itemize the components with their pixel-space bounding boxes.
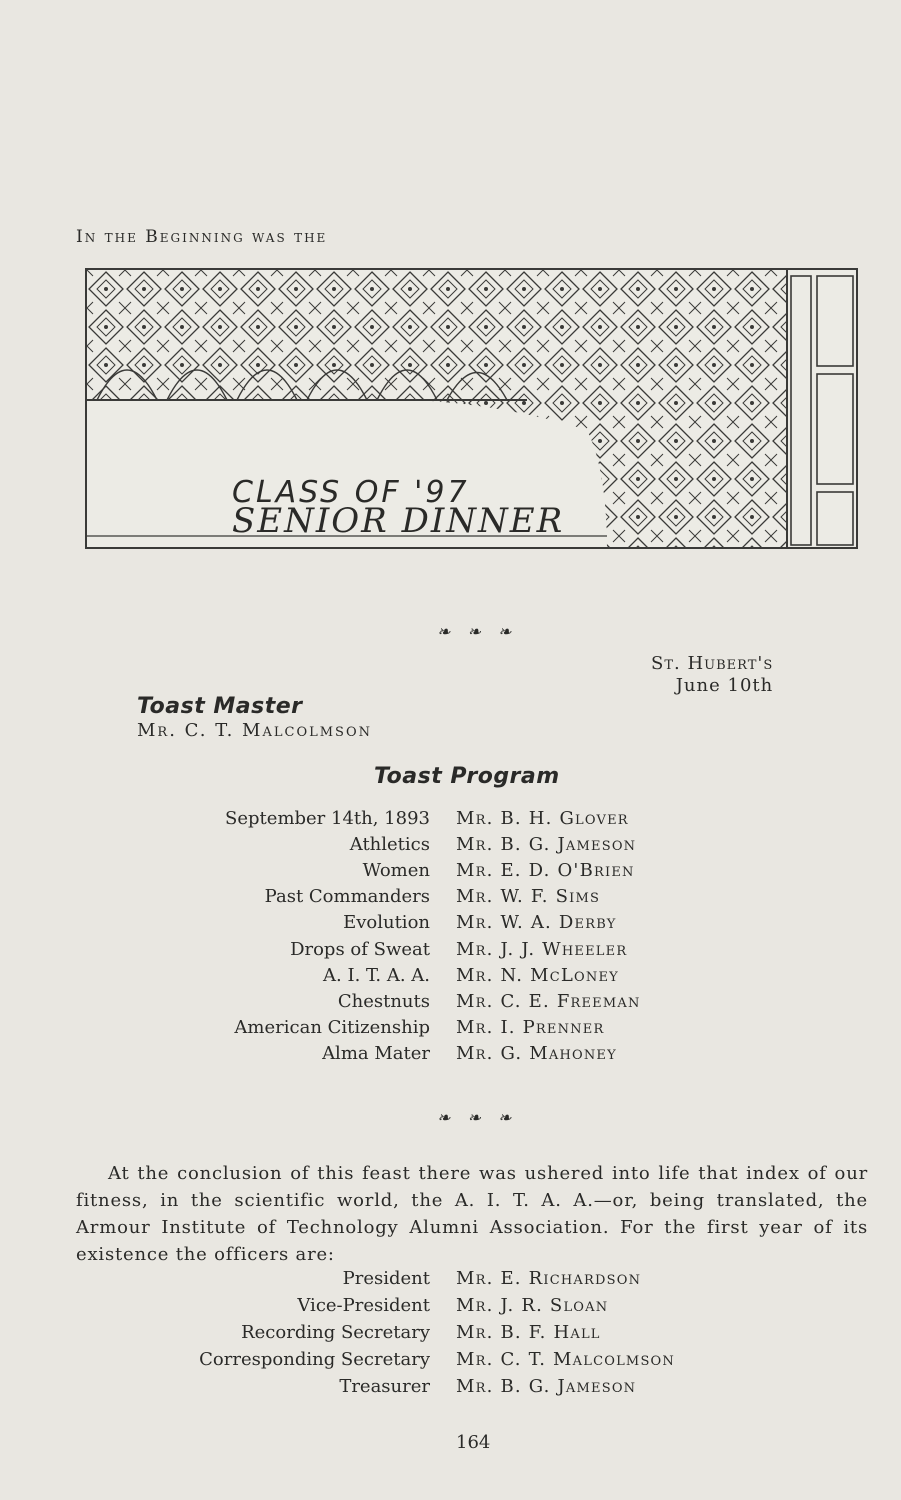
toast-title: Chestnuts	[337, 991, 430, 1012]
list-item	[0, 912, 901, 938]
toast-speaker: Mr. N. McLoney	[456, 965, 619, 986]
toast-speaker: Mr. I. Prenner	[456, 1017, 605, 1038]
toast-title: Drops of Sweat	[290, 939, 430, 960]
toast-speaker: Mr. W. F. Sims	[456, 886, 601, 907]
toast-master-name: Mr. C. T. Malcolmson	[137, 720, 372, 741]
officer-title: Treasurer	[339, 1376, 430, 1397]
toast-speaker: Mr. G. Mahoney	[456, 1043, 617, 1064]
venue-date: June 10th	[675, 675, 774, 696]
officer-name: Mr. B. G. Jameson	[456, 1376, 637, 1397]
list-item	[0, 860, 901, 886]
officer-title: Corresponding Secretary	[199, 1349, 430, 1370]
list-item	[0, 1295, 901, 1321]
officer-title: President	[342, 1268, 430, 1289]
banner-artwork	[87, 270, 858, 549]
venue-name: St. Hubert's	[651, 653, 774, 674]
toast-speaker: Mr. J. J. Wheeler	[456, 939, 628, 960]
toast-title: A. I. T. A. A.	[323, 965, 430, 986]
list-item	[0, 991, 901, 1017]
list-item	[0, 965, 901, 991]
officer-name: Mr. C. T. Malcolmson	[456, 1349, 675, 1370]
list-item	[0, 1322, 901, 1348]
ornament-divider-top: ❧ ❧ ❧	[437, 622, 518, 641]
list-item	[0, 1043, 901, 1069]
officer-name: Mr. E. Richardson	[456, 1268, 642, 1289]
toast-title: Women	[362, 860, 430, 881]
toast-speaker: Mr. C. E. Freeman	[456, 991, 641, 1012]
banner-title-line1: CLASS OF '97	[232, 475, 470, 510]
list-item	[0, 886, 901, 912]
list-item	[0, 1017, 901, 1043]
toast-title: September 14th, 1893	[225, 808, 430, 829]
toast-speaker: Mr. W. A. Derby	[456, 912, 617, 933]
toast-speaker: Mr. B. G. Jameson	[456, 834, 637, 855]
toast-speaker: Mr. B. H. Glover	[456, 808, 629, 829]
list-item	[0, 1349, 901, 1375]
list-item	[0, 939, 901, 965]
venue-block	[651, 653, 773, 697]
list-item	[0, 834, 901, 860]
list-item	[0, 1268, 901, 1294]
association-paragraph: At the conclusion of this feast there was ushered into life that index of our fitness, in the scientific world, the A. I. T. A. A.—or, being translated, the Armour Institute of Technology Alumni Association. For the first year of its existence the officers are:	[76, 1163, 868, 1265]
intro-line: In the Beginning was the	[76, 227, 328, 247]
toast-speaker: Mr. E. D. O'Brien	[456, 860, 635, 881]
class-dinner-banner	[85, 268, 858, 549]
officer-title: Vice-President	[297, 1295, 430, 1316]
toast-title: Athletics	[349, 834, 430, 855]
banner-title-line2: SENIOR DINNER	[232, 501, 565, 541]
toast-program-heading: Toast Program	[374, 764, 560, 789]
page-number: 164	[456, 1432, 491, 1453]
officer-name: Mr. B. F. Hall	[456, 1322, 601, 1343]
toast-master-heading: Toast Master	[137, 694, 303, 719]
list-item	[0, 808, 901, 834]
list-item	[0, 1376, 901, 1402]
toast-title: Evolution	[343, 912, 430, 933]
toast-title: American Citizenship	[234, 1017, 430, 1038]
officer-title: Recording Secretary	[241, 1322, 430, 1343]
toast-title: Past Commanders	[264, 886, 430, 907]
officer-name: Mr. J. R. Sloan	[456, 1295, 609, 1316]
ornament-divider-bottom: ❧ ❧ ❧	[437, 1108, 518, 1127]
toast-title: Alma Mater	[322, 1043, 430, 1064]
